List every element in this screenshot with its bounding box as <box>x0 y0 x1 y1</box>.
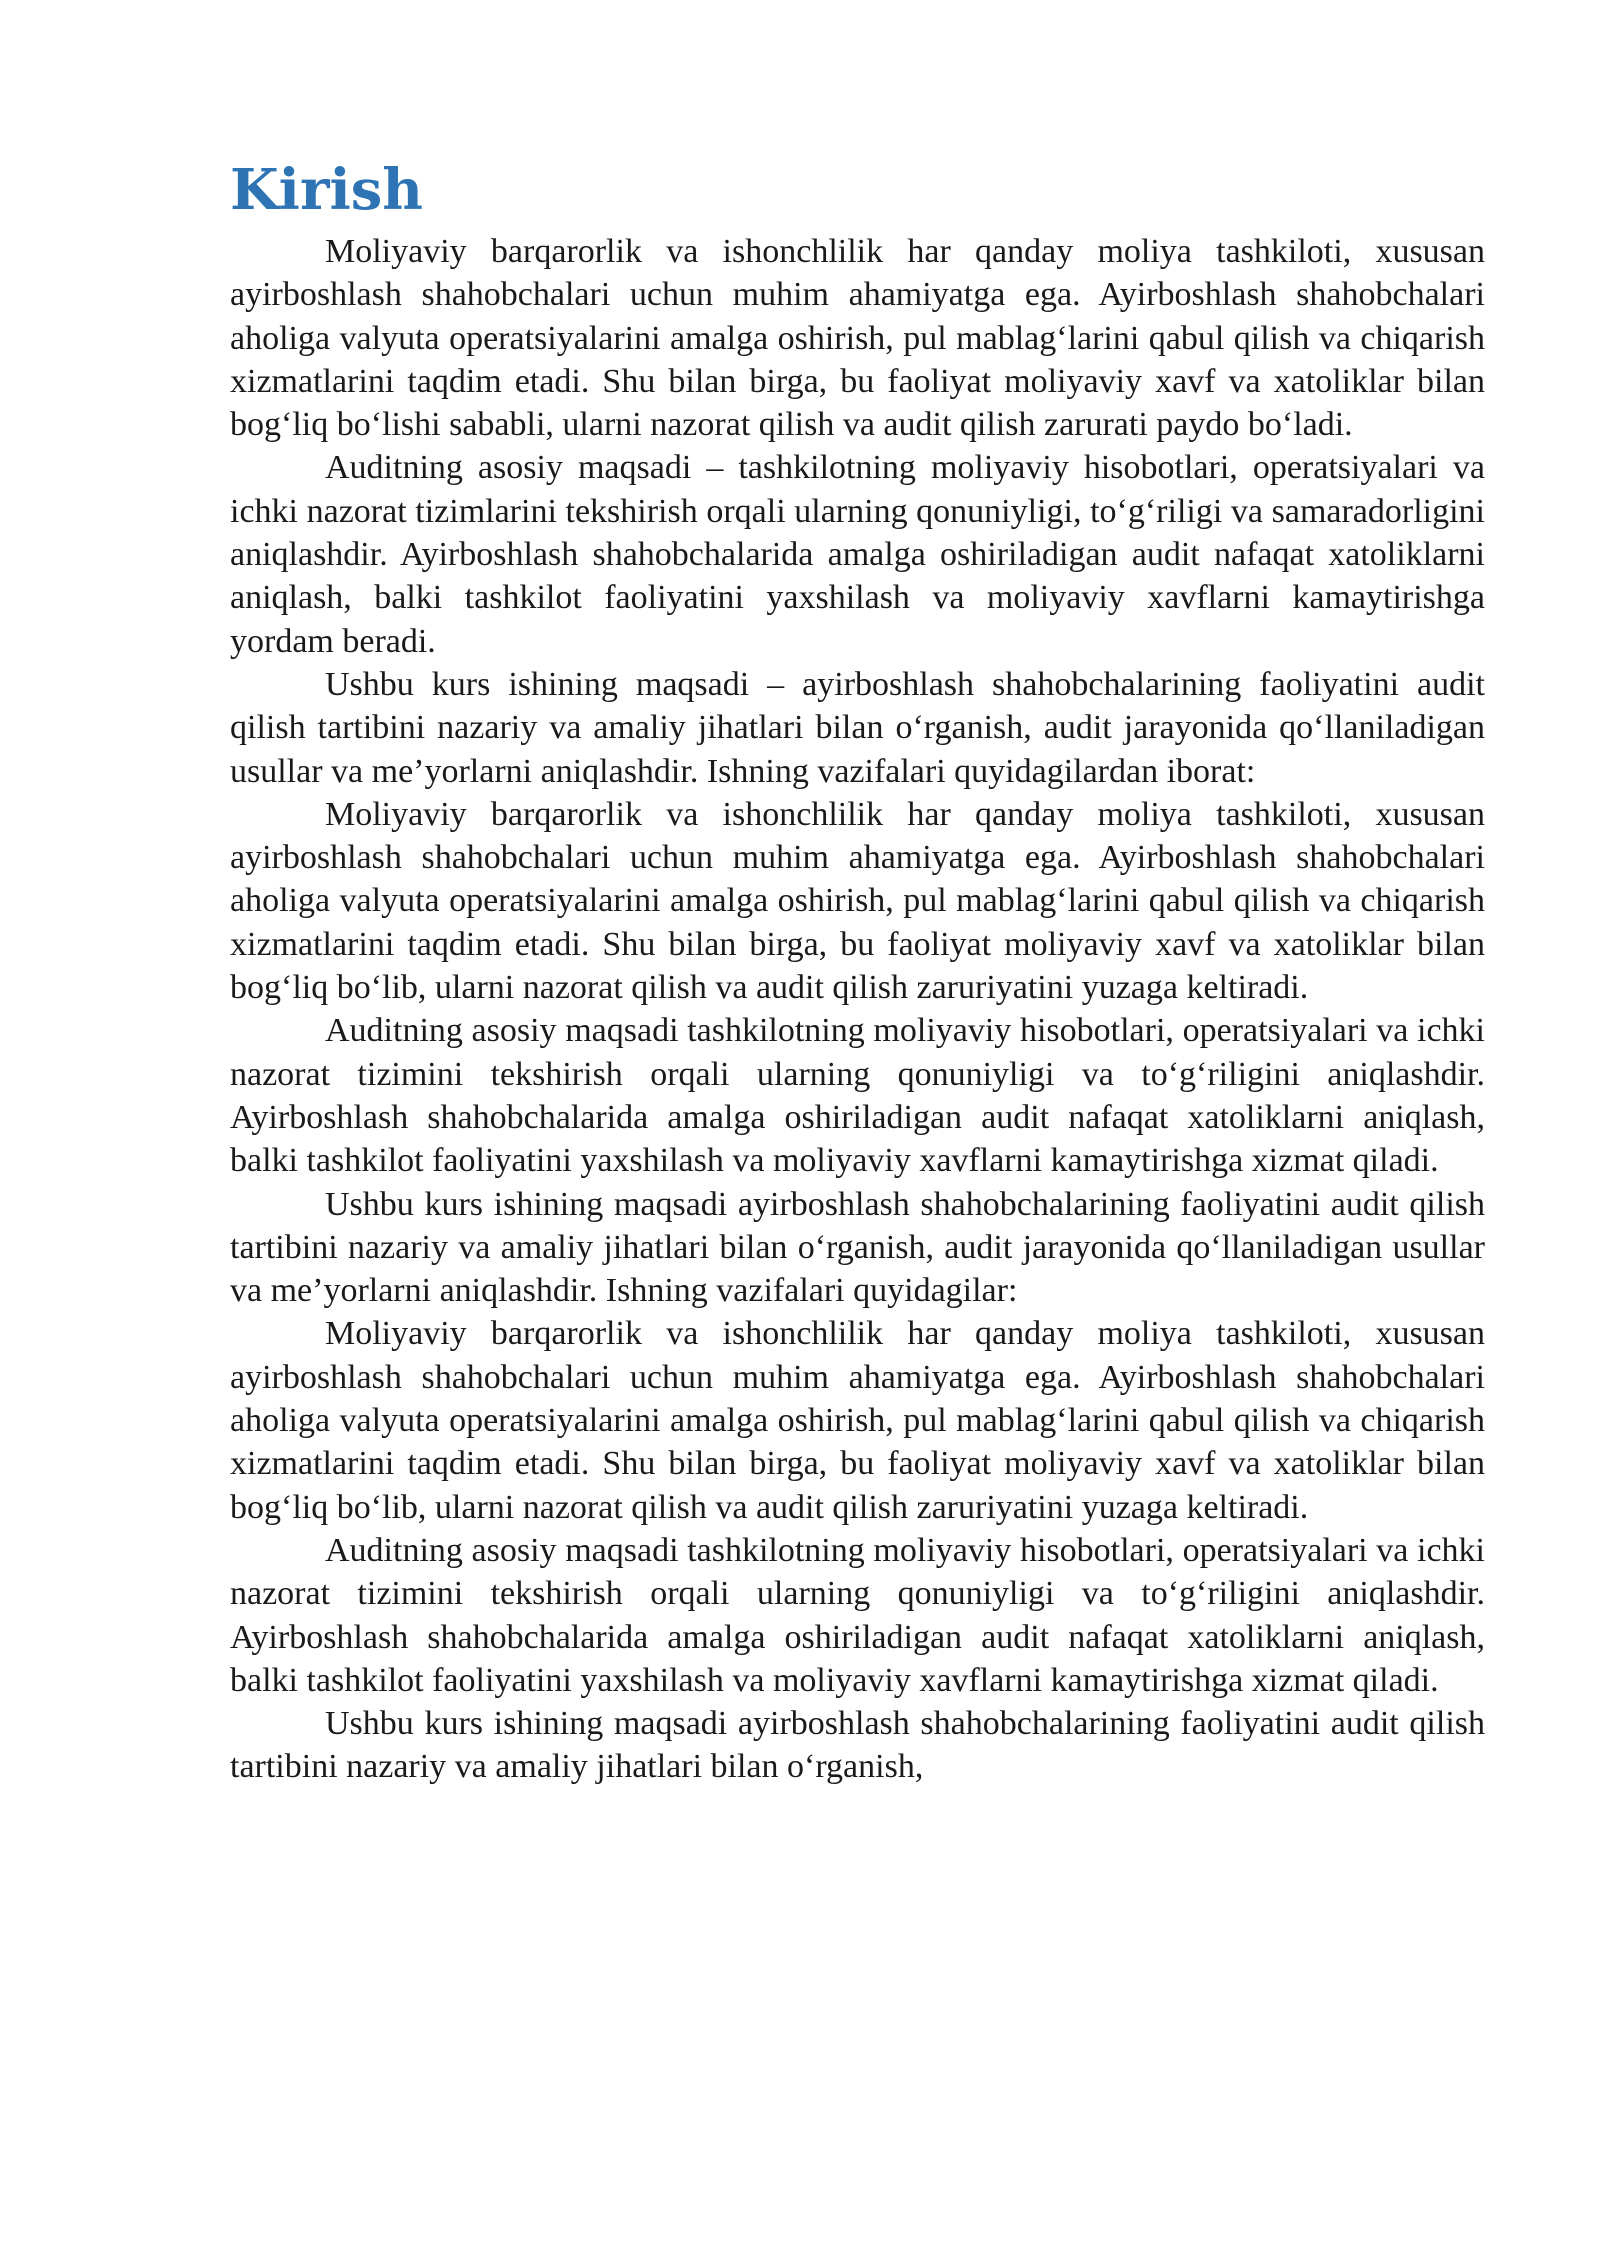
paragraph-5: Auditning asosiy maqsadi tashkilotning moliyaviy hisobotlari, operatsiyalari va ichki nazorat tizimini tekshirish orqali ularning qonuniyligi va to‘g‘riligini aniqlashdir. Ayirboshlash shahobchalarida amalga oshiriladigan audit nafaqat xatoliklarni aniqlash, balki tashkilot faoliyatini yaxshilash va moliyaviy xavflarni kamaytirishga xizmat qiladi. <box>230 1012 1485 1180</box>
paragraph-7: Moliyaviy barqarorlik va ishonchlilik har qanday moliya tashkiloti, xususan ayirboshlash shahobchalari uchun muhim ahamiyatga ega. Ayirboshlash shahobchalari aholiga valyuta operatsiyalarini amalga oshirish, pul mablag‘larini qabul qilish va chiqarish xizmatlarini taqdim etadi. Shu bilan birga, bu faoliyat moliyaviy xavf va xatoliklar bilan bog‘liq bo‘lib, ularni nazorat qilish va audit qilish zaruriyatini yuzaga keltiradi. <box>230 1315 1485 1526</box>
paragraph-6: Ushbu kurs ishining maqsadi ayirboshlash shahobchalarining faoliyatini audit qilish tartibini nazariy va amaliy jihatlari bilan o‘rganish, audit jarayonida qo‘llaniladigan usullar va me’yorlarni aniqlashdir. Ishning vazifalari quyidagilar: <box>230 1185 1485 1310</box>
paragraph-1: Moliyaviy barqarorlik va ishonchlilik har qanday moliya tashkiloti, xususan ayirboshlash shahobchalari uchun muhim ahamiyatga ega. Ayirboshlash shahobchalari aholiga valyuta operatsiyalarini amalga oshirish, pul mablag‘larini qabul qilish va chiqarish xizmatlarini taqdim etadi. Shu bilan birga, bu faoliyat moliyaviy xavf va xatoliklar bilan bog‘liq bo‘lishi sababli, ularni nazorat qilish va audit qilish zarurati paydo bo‘ladi. <box>230 233 1485 444</box>
paragraph-3: Ushbu kurs ishining maqsadi – ayirboshlash shahobchalarining faoliyatini audit qilish tartibini nazariy va amaliy jihatlari bilan o‘rganish, audit jarayonida qo‘llaniladigan usullar va me’yorlarni aniqlashdir. Ishning vazifalari quyidagilardan iborat: <box>230 665 1485 790</box>
paragraph-2: Auditning asosiy maqsadi – tashkilotning moliyaviy hisobotlari, operatsiyalari va ichki nazorat tizimlarini tekshirish orqali ularning qonuniyligi, to‘g‘riligi va samaradorligini aniqlashdir. Ayirboshlash shahobchalarida amalga oshiriladigan audit nafaqat xatoliklarni aniqlash, balki tashkilot faoliyatini yaxshilash va moliyaviy xavflarni kamaytirishga yordam beradi. <box>230 449 1485 660</box>
paragraph-4: Moliyaviy barqarorlik va ishonchlilik har qanday moliya tashkiloti, xususan ayirboshlash shahobchalari uchun muhim ahamiyatga ega. Ayirboshlash shahobchalari aholiga valyuta operatsiyalarini amalga oshirish, pul mablag‘larini qabul qilish va chiqarish xizmatlarini taqdim etadi. Shu bilan birga, bu faoliyat moliyaviy xavf va xatoliklar bilan bog‘liq bo‘lib, ularni nazorat qilish va audit qilish zaruriyatini yuzaga keltiradi. <box>230 795 1485 1007</box>
document-body <box>230 150 1485 1789</box>
paragraph-9: Ushbu kurs ishining maqsadi ayirboshlash shahobchalarining faoliyatini audit qilish tartibini nazariy va amaliy jihatlari bilan o‘rganish, <box>230 1705 1485 1786</box>
section-heading: Kirish <box>230 157 423 223</box>
paragraph-8: Auditning asosiy maqsadi tashkilotning moliyaviy hisobotlari, operatsiyalari va ichki nazorat tizimini tekshirish orqali ularning qonuniyligi va to‘g‘riligini aniqlashdir. Ayirboshlash shahobchalarida amalga oshiriladigan audit nafaqat xatoliklarni aniqlash, balki tashkilot faoliyatini yaxshilash va moliyaviy xavflarni kamaytirishga xizmat qiladi. <box>230 1531 1485 1699</box>
